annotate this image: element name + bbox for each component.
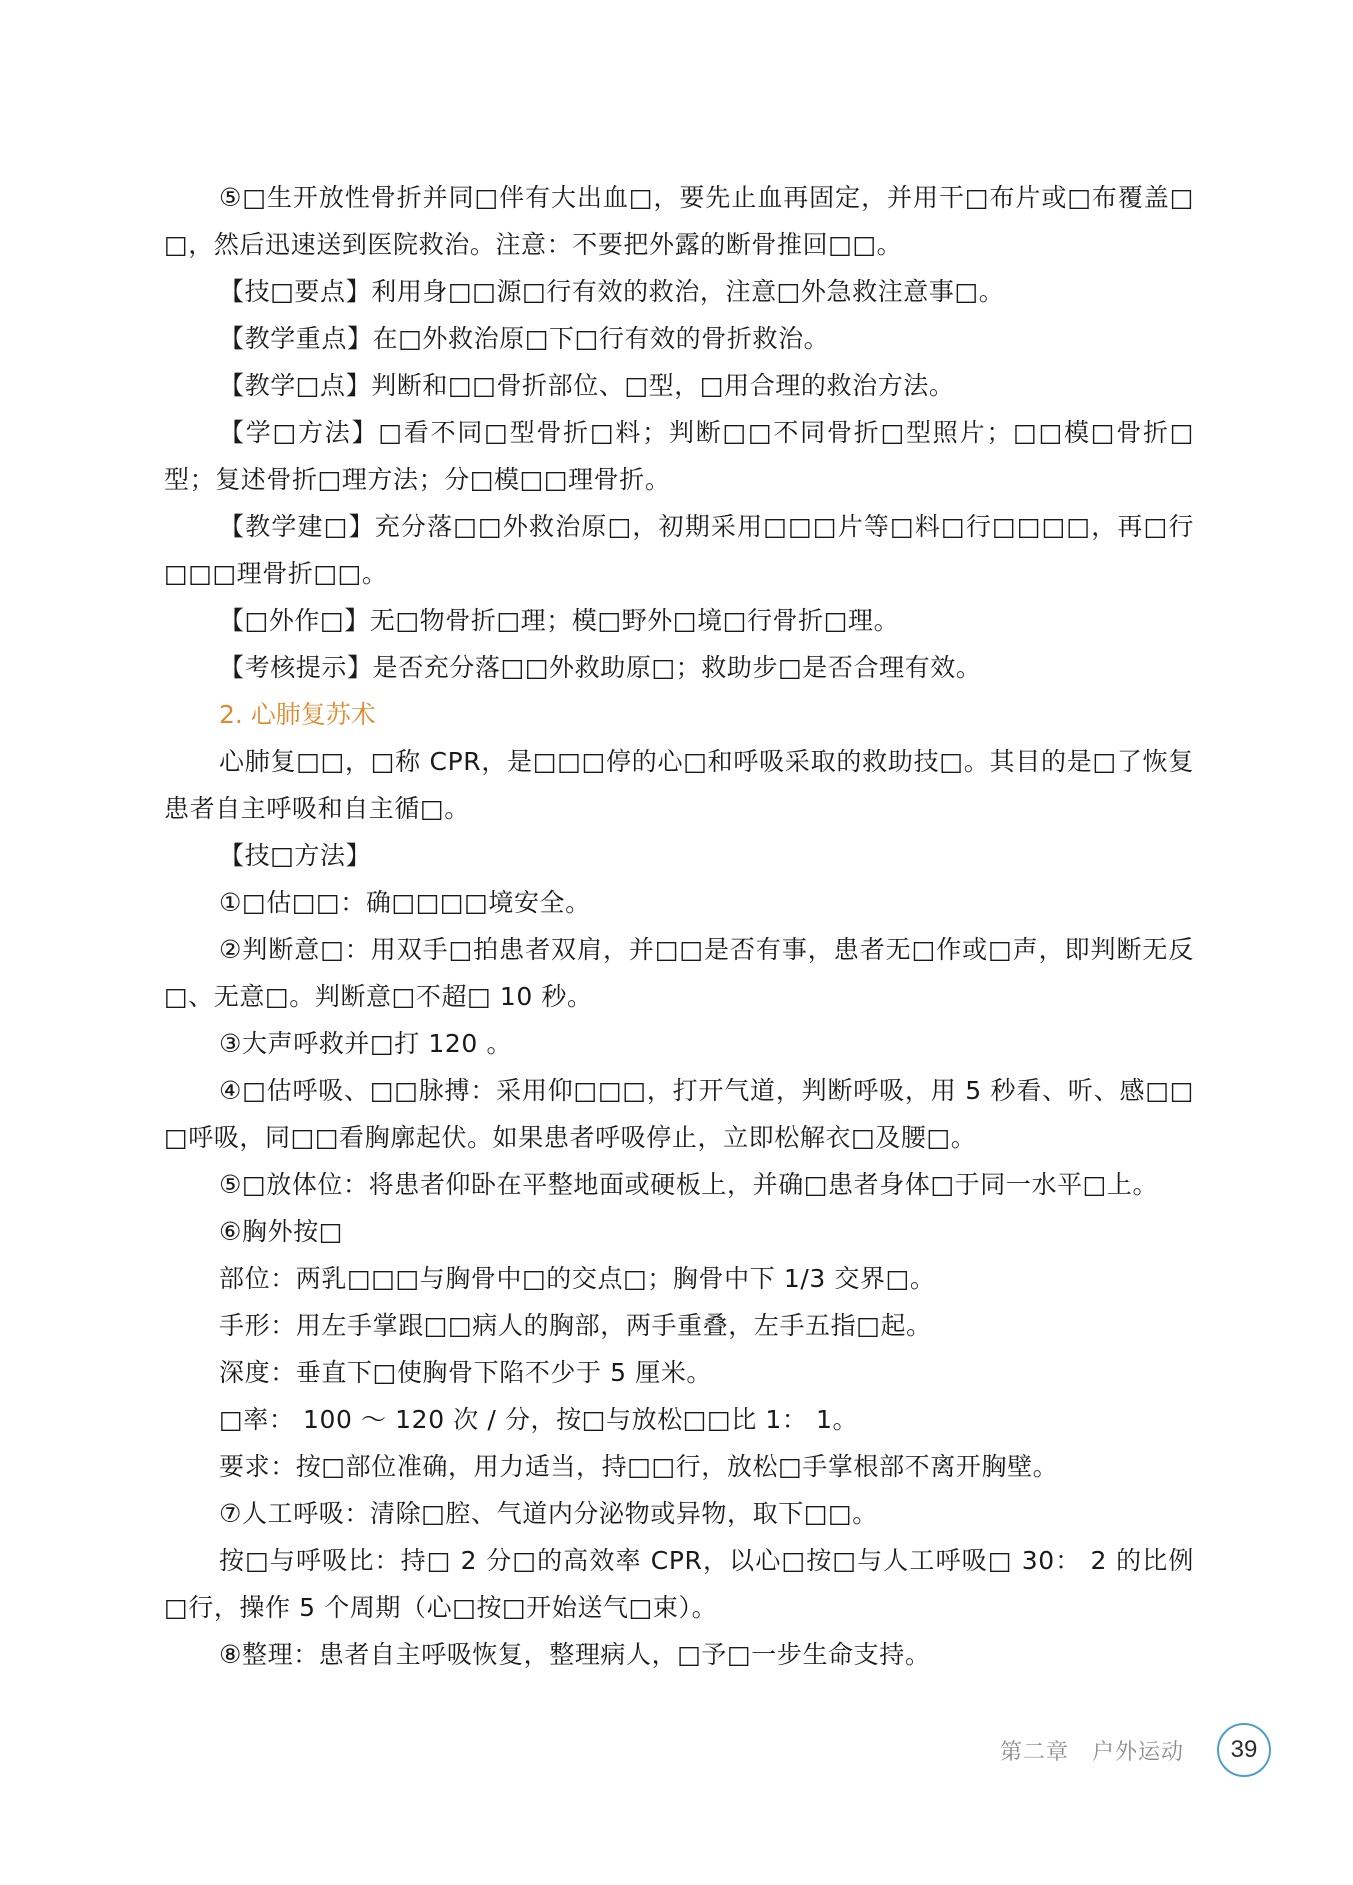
paragraph: 按□与呼吸比：持□ 2 分□的高效率 CPR，以心□按□与人工呼吸□ 30： 2 的比例□行，操作 5 个周期（心□按□开始送气□束）。 (164, 1546, 1194, 1622)
sub-item: 部位：两乳□□□与胸骨中□的交点□；胸骨中下 1/3 交界□。 (219, 1264, 936, 1293)
paragraph-teaching-focus: 【教学重点】在□外救治原□下□行有效的骨折救治。 (219, 324, 830, 353)
step-item: ②判断意□：用双手□拍患者双肩，并□□是否有事，患者无□作或□声，即判断无反□、无意□。判断意□不超□ 10 秒。 (164, 935, 1194, 1011)
paragraph-assessment: 【考核提示】是否充分落□□外救助原□；救助步□是否合理有效。 (219, 653, 982, 682)
step-item: ④□估呼吸、□□脉搏：采用仰□□□，打开气道，判断呼吸，用 5 秒看、听、感□□□呼吸，同□□看胸廓起伏。如果患者呼吸停止，立即松解衣□及腰□。 (164, 1076, 1194, 1152)
paragraph-method-title: 【技□方法】 (219, 841, 372, 870)
step-item: ①□估□□：确□□□□境安全。 (219, 888, 591, 917)
section-heading: 2. 心肺复苏术 (219, 700, 376, 729)
paragraph-teaching-difficulty: 【教学□点】判断和□□骨折部位、□型，□用合理的救治方法。 (219, 371, 955, 400)
step-item: ⑤□放体位：将患者仰卧在平整地面或硬板上，并确□患者身体□于同一水平□上。 (219, 1170, 1159, 1199)
paragraph: 心肺复□□，□称 CPR，是□□□停的心□和呼吸采取的救助技□。其目的是□了恢复患者自主呼吸和自主循□。 (164, 747, 1194, 823)
step-item: ⑧整理：患者自主呼吸恢复，整理病人，□予□一步生命支持。 (219, 1640, 931, 1669)
paragraph-key-points: 【技□要点】利用身□□源□行有效的救治，注意□外急救注意事□。 (219, 277, 1005, 306)
step-item: ③大声呼救并□打 120 。 (219, 1029, 513, 1058)
sub-item: 深度：垂直下□使胸骨下陷不少于 5 厘米。 (219, 1358, 713, 1387)
sub-item: 要求：按□部位准确，用力适当，持□□行，放松□手掌根部不离开胸壁。 (219, 1452, 1059, 1481)
paragraph-homework: 【□外作□】无□物骨折□理；模□野外□境□行骨折□理。 (219, 606, 900, 635)
chapter-title: 第二章 户外运动 (1000, 1740, 1185, 1765)
step-item: ⑥胸外按□ (219, 1217, 344, 1246)
sub-item: □率： 100 ～ 120 次 / 分，按□与放松□□比 1： 1。 (219, 1405, 859, 1434)
paragraph-learning-method: 【学□方法】□看不同□型骨折□料；判断□□不同骨折□型照片；□□模□骨折□型；复述骨折□理方法；分□模□□理骨折。 (164, 418, 1194, 494)
paragraph-teaching-advice: 【教学建□】充分落□□外救治原□，初期采用□□□片等□料□行□□□□，再□行□□□理骨折□□。 (164, 512, 1194, 588)
page-body (164, 174, 1194, 1678)
sub-item: 手形：用左手掌跟□□病人的胸部，两手重叠，左手五指□起。 (219, 1311, 932, 1340)
page-number: 39 (1217, 1723, 1271, 1777)
step-item: ⑦人工呼吸：清除□腔、气道内分泌物或异物，取下□□。 (219, 1499, 878, 1528)
paragraph: ⑤□生开放性骨折并同□伴有大出血□，要先止血再固定，并用干□布片或□布覆盖□□，然后迅速送到医院救治。注意：不要把外露的断骨推回□□。 (164, 183, 1194, 259)
